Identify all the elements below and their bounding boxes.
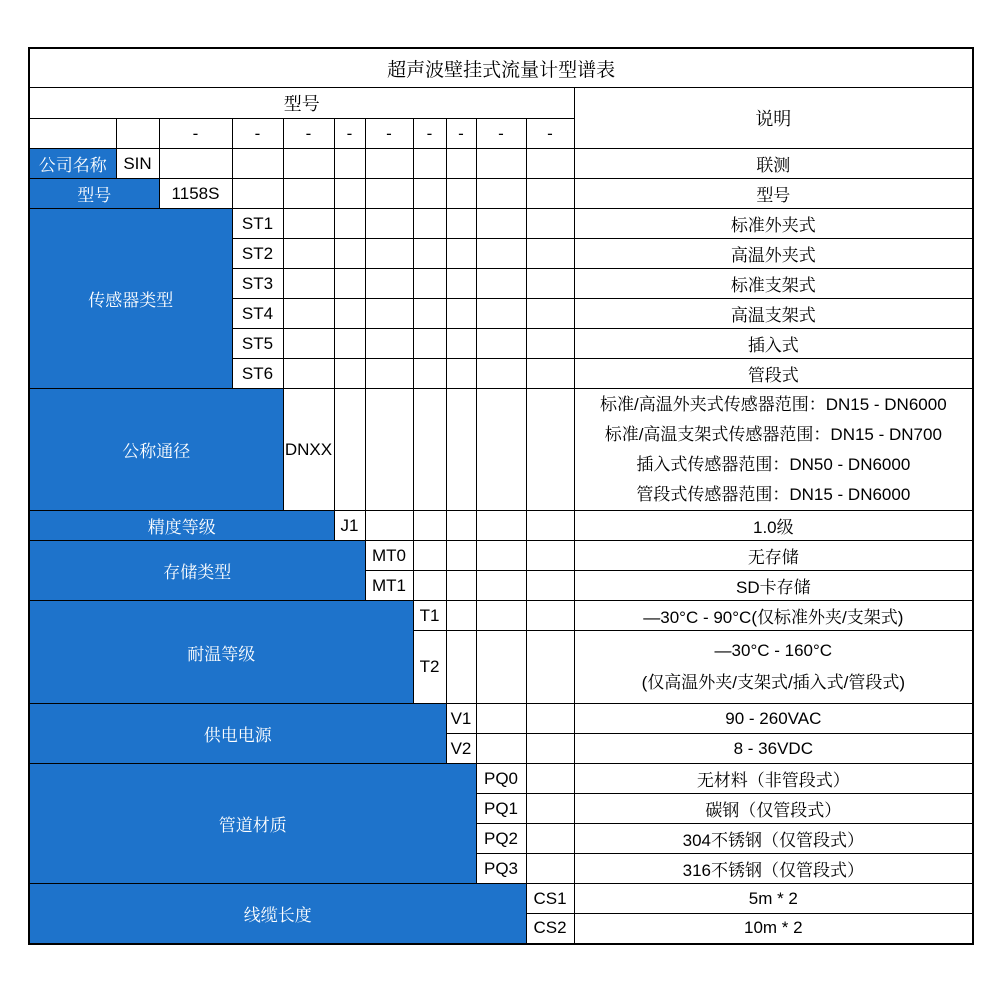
nominal-diameter-code-cell: DNXX — [283, 389, 334, 511]
empty-cell — [413, 269, 446, 299]
table-title: 超声波壁挂式流量计型谱表 — [29, 48, 973, 88]
empty-cell — [526, 389, 574, 511]
empty-cell — [334, 359, 365, 389]
empty-cell — [365, 299, 413, 329]
cable-desc-cs2: 10m * 2 — [574, 914, 973, 944]
empty-cell — [446, 179, 476, 209]
power-row — [29, 704, 973, 734]
dash-cell: - — [283, 119, 334, 149]
empty-cell — [334, 209, 365, 239]
empty-cell — [476, 511, 526, 541]
sensor-desc-st2: 高温外夹式 — [574, 239, 973, 269]
empty-cell — [413, 541, 446, 571]
empty-cell — [283, 299, 334, 329]
empty-cell — [365, 179, 413, 209]
empty-cell — [476, 359, 526, 389]
empty-cell — [413, 209, 446, 239]
empty-cell — [526, 764, 574, 794]
empty-cell — [334, 149, 365, 179]
sensor-desc-st6: 管段式 — [574, 359, 973, 389]
empty-cell — [283, 179, 334, 209]
company-code-cell: SIN — [116, 149, 159, 179]
accuracy-desc-cell: 1.0级 — [574, 511, 973, 541]
empty-cell — [413, 149, 446, 179]
empty-cell — [232, 149, 283, 179]
pipe-desc-pq0: 无材料（非管段式） — [574, 764, 973, 794]
sensor-code-st1: ST1 — [232, 209, 283, 239]
empty-cell — [29, 119, 116, 149]
sensor-code-st2: ST2 — [232, 239, 283, 269]
empty-cell — [446, 239, 476, 269]
empty-cell — [476, 179, 526, 209]
empty-cell — [283, 269, 334, 299]
sensor-desc-st5: 插入式 — [574, 329, 973, 359]
empty-cell — [446, 329, 476, 359]
cable-desc-cs1: 5m * 2 — [574, 884, 973, 914]
diameter-range-line: 标准/高温外夹式传感器范围：DN15 - DN6000 — [599, 394, 947, 414]
nominal-diameter-row — [29, 389, 973, 511]
temperature-range-line: —30°C - 160°C — [714, 641, 833, 660]
empty-cell — [446, 209, 476, 239]
storage-row — [29, 541, 973, 571]
model-row — [29, 179, 973, 209]
accuracy-label: 精度等级 — [29, 511, 334, 541]
storage-desc-mt1: SD卡存储 — [574, 571, 973, 601]
description-header: 说明 — [574, 88, 973, 149]
pipe-code-pq1: PQ1 — [476, 794, 526, 824]
empty-cell — [526, 179, 574, 209]
power-code-v1: V1 — [446, 704, 476, 734]
sensor-desc-st4: 高温支架式 — [574, 299, 973, 329]
power-label: 供电电源 — [29, 704, 446, 764]
empty-cell — [365, 511, 413, 541]
empty-cell — [526, 854, 574, 884]
storage-code-mt0: MT0 — [365, 541, 413, 571]
empty-cell — [413, 359, 446, 389]
temperature-code-t1: T1 — [413, 601, 446, 631]
empty-cell — [526, 734, 574, 764]
dash-cell: - — [365, 119, 413, 149]
nominal-diameter-desc-cell — [574, 389, 973, 511]
sensor-desc-st3: 标准支架式 — [574, 269, 973, 299]
empty-cell — [365, 359, 413, 389]
model-label: 型号 — [29, 179, 159, 209]
sensor-code-st3: ST3 — [232, 269, 283, 299]
dash-cell: - — [334, 119, 365, 149]
dash-cell: - — [476, 119, 526, 149]
pipe-code-pq3: PQ3 — [476, 854, 526, 884]
empty-cell — [446, 149, 476, 179]
cable-length-label: 线缆长度 — [29, 884, 526, 944]
pipe-code-pq0: PQ0 — [476, 764, 526, 794]
empty-cell — [476, 299, 526, 329]
dash-cell: - — [232, 119, 283, 149]
empty-cell — [526, 631, 574, 704]
model-header: 型号 — [29, 88, 574, 119]
empty-cell — [334, 179, 365, 209]
empty-cell — [334, 299, 365, 329]
empty-cell — [283, 359, 334, 389]
temperature-row — [29, 601, 973, 631]
pipe-code-pq2: PQ2 — [476, 824, 526, 854]
dash-cell: - — [413, 119, 446, 149]
empty-cell — [476, 541, 526, 571]
company-row — [29, 149, 973, 179]
model-spectrum-table — [28, 47, 974, 945]
empty-cell — [116, 119, 159, 149]
cable-code-cs2: CS2 — [526, 914, 574, 944]
empty-cell — [526, 571, 574, 601]
empty-cell — [476, 631, 526, 704]
empty-cell — [476, 239, 526, 269]
empty-cell — [476, 571, 526, 601]
temperature-code-t2: T2 — [413, 631, 446, 704]
empty-cell — [413, 389, 446, 511]
empty-cell — [413, 571, 446, 601]
empty-cell — [446, 269, 476, 299]
empty-cell — [365, 239, 413, 269]
cable-length-row — [29, 884, 973, 914]
empty-cell — [365, 269, 413, 299]
model-code-cell: 1158S — [159, 179, 232, 209]
empty-cell — [334, 329, 365, 359]
empty-cell — [283, 329, 334, 359]
temperature-desc-t2 — [574, 631, 973, 704]
empty-cell — [526, 269, 574, 299]
empty-cell — [526, 511, 574, 541]
empty-cell — [446, 541, 476, 571]
empty-cell — [476, 704, 526, 734]
empty-cell — [446, 389, 476, 511]
empty-cell — [446, 359, 476, 389]
empty-cell — [413, 511, 446, 541]
empty-cell — [526, 359, 574, 389]
pipe-desc-pq1: 碳钢（仅管段式） — [574, 794, 973, 824]
nominal-diameter-label: 公称通径 — [29, 389, 283, 511]
pipe-material-row — [29, 764, 973, 794]
temperature-desc-t1: —30°C - 90°C(仅标准外夹/支架式) — [574, 601, 973, 631]
empty-cell — [334, 389, 365, 511]
company-desc-cell: 联测 — [574, 149, 973, 179]
empty-cell — [365, 389, 413, 511]
storage-label: 存储类型 — [29, 541, 365, 601]
model-desc-cell: 型号 — [574, 179, 973, 209]
diameter-range-line: 管段式传感器范围：DN15 - DN6000 — [636, 484, 911, 504]
empty-cell — [413, 329, 446, 359]
empty-cell — [476, 269, 526, 299]
dash-cell: - — [526, 119, 574, 149]
empty-cell — [413, 299, 446, 329]
empty-cell — [526, 794, 574, 824]
empty-cell — [446, 571, 476, 601]
sensor-code-st5: ST5 — [232, 329, 283, 359]
empty-cell — [232, 179, 283, 209]
empty-cell — [365, 149, 413, 179]
dash-cell: - — [159, 119, 232, 149]
empty-cell — [283, 239, 334, 269]
empty-cell — [526, 824, 574, 854]
empty-cell — [476, 601, 526, 631]
empty-cell — [413, 179, 446, 209]
sensor-code-st4: ST4 — [232, 299, 283, 329]
sensor-code-st6: ST6 — [232, 359, 283, 389]
empty-cell — [526, 541, 574, 571]
diameter-range-line: 插入式传感器范围：DN50 - DN6000 — [636, 454, 911, 474]
power-code-v2: V2 — [446, 734, 476, 764]
dash-cell: - — [446, 119, 476, 149]
empty-cell — [526, 149, 574, 179]
storage-code-mt1: MT1 — [365, 571, 413, 601]
empty-cell — [526, 299, 574, 329]
empty-cell — [283, 209, 334, 239]
cable-code-cs1: CS1 — [526, 884, 574, 914]
sensor-type-row — [29, 209, 973, 239]
empty-cell — [446, 511, 476, 541]
accuracy-row — [29, 511, 973, 541]
empty-cell — [159, 149, 232, 179]
empty-cell — [526, 239, 574, 269]
empty-cell — [334, 239, 365, 269]
pipe-desc-pq2: 304不锈钢（仅管段式） — [574, 824, 973, 854]
empty-cell — [476, 389, 526, 511]
empty-cell — [446, 631, 476, 704]
sensor-desc-st1: 标准外夹式 — [574, 209, 973, 239]
temperature-label: 耐温等级 — [29, 601, 413, 704]
accuracy-code-cell: J1 — [334, 511, 365, 541]
empty-cell — [446, 601, 476, 631]
company-name-label: 公司名称 — [29, 149, 116, 179]
empty-cell — [446, 299, 476, 329]
empty-cell — [476, 329, 526, 359]
storage-desc-mt0: 无存储 — [574, 541, 973, 571]
empty-cell — [476, 734, 526, 764]
empty-cell — [526, 209, 574, 239]
power-desc-v2: 8 - 36VDC — [574, 734, 973, 764]
empty-cell — [476, 149, 526, 179]
diameter-range-line: 标准/高温支架式传感器范围：DN15 - DN700 — [604, 424, 942, 444]
empty-cell — [365, 209, 413, 239]
empty-cell — [334, 269, 365, 299]
temperature-scope-line: (仅高温外夹/支架式/插入式/管段式) — [641, 673, 906, 692]
empty-cell — [413, 239, 446, 269]
power-desc-v1: 90 - 260VAC — [574, 704, 973, 734]
sensor-type-label: 传感器类型 — [29, 209, 232, 389]
empty-cell — [283, 149, 334, 179]
empty-cell — [526, 601, 574, 631]
empty-cell — [526, 329, 574, 359]
pipe-desc-pq3: 316不锈钢（仅管段式） — [574, 854, 973, 884]
empty-cell — [526, 704, 574, 734]
pipe-material-label: 管道材质 — [29, 764, 476, 884]
empty-cell — [476, 209, 526, 239]
empty-cell — [365, 329, 413, 359]
